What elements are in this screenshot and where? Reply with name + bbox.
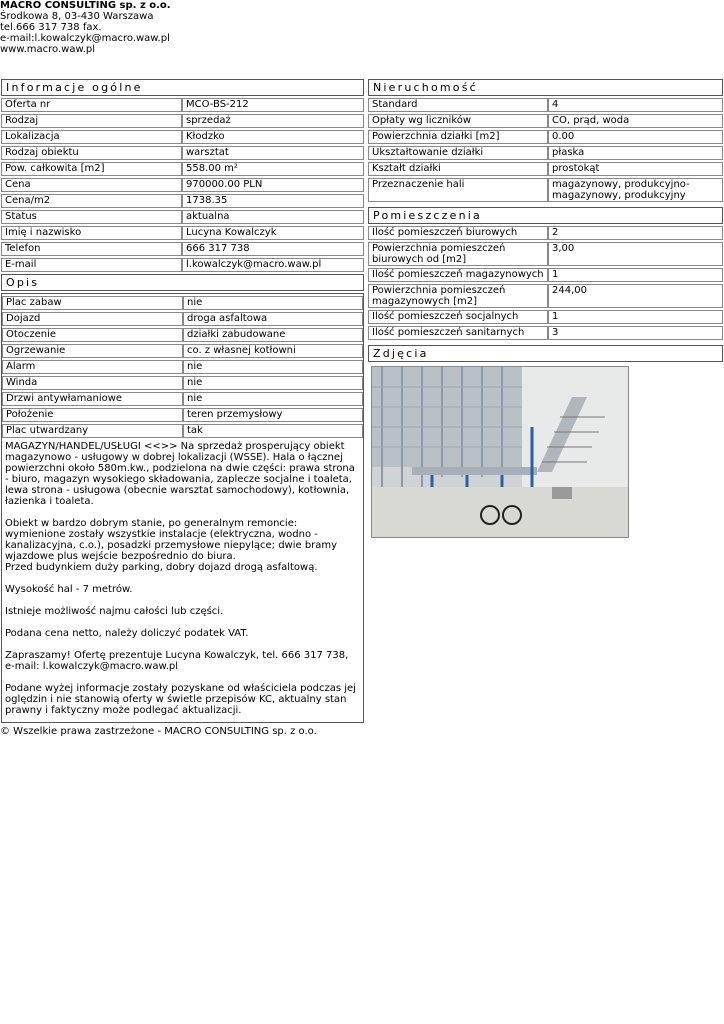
- row-label: Pow. całkowita [m2]: [1, 162, 182, 176]
- description-heading: Opis: [1, 274, 364, 291]
- row-value: droga asfaltowa: [183, 312, 363, 326]
- description-panel: [1, 293, 364, 723]
- warehouse-photo-image: [372, 367, 628, 537]
- row-value: 1738.35: [182, 194, 364, 208]
- row-value: 4: [548, 98, 723, 112]
- description-paragraph: Obiekt w bardzo dobrym stanie, po generalnym remoncie: wymienione zostały wszystkie instalacje (elektryczna, wodno - kanalizacyjna, c.o.), posadzki przemysłowe niepylące; dwie bramy wjazdowe plus wejście bezpośrednio do biura. Przed budynkiem duży parking, dobry dojazd drogą asfaltową.: [5, 518, 338, 573]
- row-value: magazynowy, produkcyjno-magazynowy, produkcyjny: [548, 178, 723, 202]
- row-value: płaska: [548, 146, 723, 160]
- row-value: 666 317 738: [182, 242, 364, 256]
- right-column: [368, 79, 723, 538]
- table-row: [1, 242, 364, 256]
- row-value: 1: [548, 268, 723, 282]
- table-row: [2, 424, 363, 438]
- company-address: Środkowa 8, 03-430 Warszawa: [0, 11, 154, 22]
- row-value: 3: [548, 326, 723, 340]
- company-website: www.macro.waw.pl: [0, 44, 96, 55]
- table-row: [368, 310, 723, 324]
- left-column: [1, 79, 364, 725]
- row-label: Otoczenie: [2, 328, 183, 342]
- row-value: aktualna: [182, 210, 364, 224]
- row-label: Plac utwardzany: [2, 424, 183, 438]
- row-label: Ukształtowanie działki: [368, 146, 548, 160]
- row-label: Dojazd: [2, 312, 183, 326]
- row-value: działki zabudowane: [183, 328, 363, 342]
- row-value: nie: [183, 376, 363, 390]
- property-heading: Nieruchomość: [368, 79, 723, 96]
- row-label: Opłaty wg liczników: [368, 114, 548, 128]
- table-row: [368, 326, 723, 340]
- rooms-heading: Pomieszczenia: [368, 207, 723, 224]
- row-label: Ilość pomieszczeń socjalnych: [368, 310, 548, 324]
- row-label: Kształt działki: [368, 162, 548, 176]
- table-row: [1, 210, 364, 224]
- row-label: Cena/m2: [1, 194, 182, 208]
- row-label: E-mail: [1, 258, 182, 272]
- row-label: Ilość pomieszczeń sanitarnych: [368, 326, 548, 340]
- row-value: sprzedaż: [182, 114, 364, 128]
- table-row: [2, 360, 363, 374]
- description-paragraph: Istnieje możliwość najmu całości lub części.: [5, 606, 224, 617]
- row-value: warsztat: [182, 146, 364, 160]
- table-row: [1, 194, 364, 208]
- row-value: 244,00: [548, 284, 723, 308]
- row-value: nie: [183, 296, 363, 310]
- description-paragraph: Podane wyżej informacje zostały pozyskane od właściciela podczas jej oględzin i nie stanowią oferty w świetle przepisów KC, aktualny stan prawny i faktyczny może podlegać aktualizacji.: [5, 683, 356, 716]
- description-paragraph: Zapraszamy! Ofertę prezentuje Lucyna Kowalczyk, tel. 666 317 738, e-mail: l.kowalczyk@macro.waw.pl: [5, 650, 349, 672]
- description-text: [2, 440, 363, 722]
- table-row: [1, 178, 364, 192]
- row-label: Położenie: [2, 408, 183, 422]
- footer-copyright: © Wszelkie prawa zastrzeżone - MACRO CONSULTING sp. z o.o.: [0, 726, 317, 737]
- property-table: [368, 96, 723, 204]
- company-name: MACRO CONSULTING sp. z o.o.: [0, 0, 171, 11]
- row-value: nie: [183, 392, 363, 406]
- row-value: l.kowalczyk@macro.waw.pl: [182, 258, 364, 272]
- row-value: 3,00: [548, 242, 723, 266]
- row-label: Ogrzewanie: [2, 344, 183, 358]
- warehouse-photo[interactable]: [371, 366, 629, 538]
- table-row: [368, 178, 723, 202]
- description-paragraph: MAGAZYN/HANDEL/USŁUGI <<>> Na sprzedaż prosperujący obiekt magazynowo - usługowy w dobrej lokalizacji (WSSE). Hala o łącznej powierzchni około 580m.kw., podzielona na dwie części: prawa strona - biuro, magazyn wysokiego składowania, zaplecze socjalne i toaleta, lewa strona - usługowa (obecnie warsztat samochodowy), kotłownia, łazienka i toaleta.: [5, 441, 355, 507]
- table-row: [368, 98, 723, 112]
- row-value: 0.00: [548, 130, 723, 144]
- row-value: prostokąt: [548, 162, 723, 176]
- table-row: [2, 344, 363, 358]
- row-label: Powierzchnia pomieszczeń magazynowych [m2]: [368, 284, 548, 308]
- table-row: [1, 114, 364, 128]
- table-row: [368, 268, 723, 282]
- company-email: e-mail:l.kowalczyk@macro.waw.pl: [0, 33, 170, 44]
- description-paragraph: Wysokość hal - 7 metrów.: [5, 584, 133, 595]
- row-label: Plac zabaw: [2, 296, 183, 310]
- row-label: Lokalizacja: [1, 130, 182, 144]
- description-table: [2, 294, 363, 440]
- table-row: [2, 328, 363, 342]
- rooms-table: [368, 224, 723, 342]
- row-label: Cena: [1, 178, 182, 192]
- table-row: [1, 258, 364, 272]
- row-value: CO, prąd, woda: [548, 114, 723, 128]
- table-row: [2, 408, 363, 422]
- row-label: Oferta nr: [1, 98, 182, 112]
- row-value: 558.00 m²: [182, 162, 364, 176]
- row-value: teren przemysłowy: [183, 408, 363, 422]
- row-label: Rodzaj obiektu: [1, 146, 182, 160]
- row-label: Przeznaczenie hali: [368, 178, 548, 202]
- row-label: Powierzchnia działki [m2]: [368, 130, 548, 144]
- table-row: [1, 130, 364, 144]
- row-label: Drzwi antywłamaniowe: [2, 392, 183, 406]
- table-row: [2, 312, 363, 326]
- row-value: co. z własnej kotłowni: [183, 344, 363, 358]
- row-value: MCO-BS-212: [182, 98, 364, 112]
- general-table: [1, 96, 364, 274]
- row-label: Imię i nazwisko: [1, 226, 182, 240]
- table-row: [368, 284, 723, 308]
- row-label: Ilość pomieszczeń biurowych: [368, 226, 548, 240]
- table-row: [1, 146, 364, 160]
- row-value: 970000.00 PLN: [182, 178, 364, 192]
- row-value: Kłodzko: [182, 130, 364, 144]
- table-row: [368, 146, 723, 160]
- row-value: Lucyna Kowalczyk: [182, 226, 364, 240]
- table-row: [2, 392, 363, 406]
- row-value: tak: [183, 424, 363, 438]
- table-row: [368, 162, 723, 176]
- company-header: [0, 0, 300, 55]
- row-value: 1: [548, 310, 723, 324]
- table-row: [2, 296, 363, 310]
- table-row: [368, 242, 723, 266]
- row-label: Telefon: [1, 242, 182, 256]
- table-row: [1, 226, 364, 240]
- photos-heading: Zdjęcia: [368, 345, 723, 362]
- row-label: Standard: [368, 98, 548, 112]
- row-label: Ilość pomieszczeń magazynowych: [368, 268, 548, 282]
- table-row: [1, 98, 364, 112]
- table-row: [1, 162, 364, 176]
- row-label: Status: [1, 210, 182, 224]
- company-phone: tel.666 317 738 fax.: [0, 22, 102, 33]
- row-label: Winda: [2, 376, 183, 390]
- table-row: [2, 376, 363, 390]
- row-label: Powierzchnia pomieszczeń biurowych od [m2]: [368, 242, 548, 266]
- general-heading: Informacje ogólne: [1, 79, 364, 96]
- row-label: Rodzaj: [1, 114, 182, 128]
- table-row: [368, 226, 723, 240]
- row-label: Alarm: [2, 360, 183, 374]
- table-row: [368, 130, 723, 144]
- description-paragraph: Podana cena netto, należy doliczyć podatek VAT.: [5, 628, 249, 639]
- row-value: 2: [548, 226, 723, 240]
- table-row: [368, 114, 723, 128]
- row-value: nie: [183, 360, 363, 374]
